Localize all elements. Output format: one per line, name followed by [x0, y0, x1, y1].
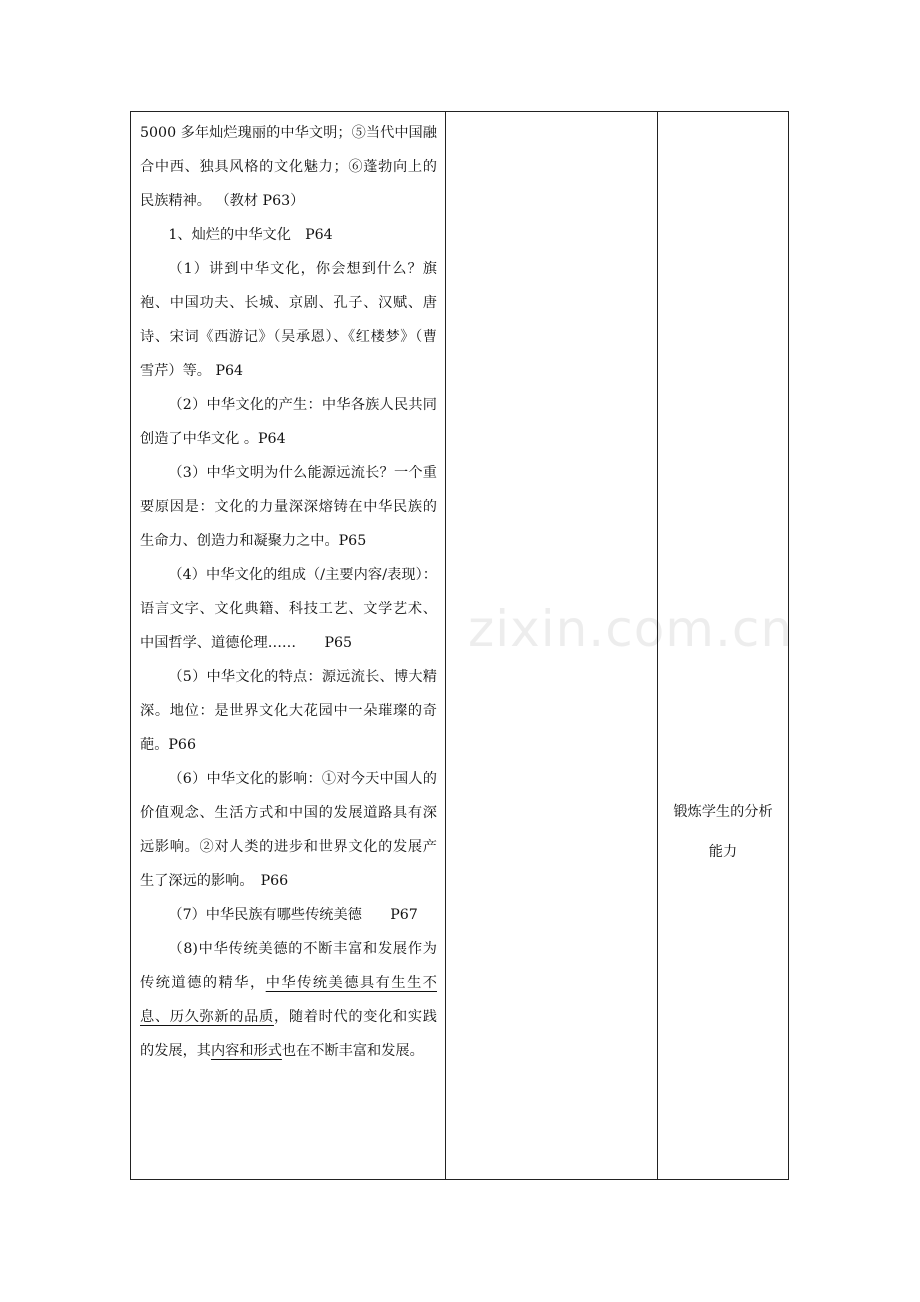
design-intent-line-1: 锻炼学生的分析: [673, 804, 773, 820]
lesson-table: [130, 111, 789, 1180]
point-8: [140, 932, 437, 1068]
point-8-text-a: （8)中华传统美德的不断丰富和发展作为传统道德的精华，: [140, 941, 437, 991]
point-6: （6）中华文化的影响：①对今天中国人的价值观念、生活方式和中国的发展道路具有深远影响。②对人类的进步和世界文化的发展产生了深远的影响。 P66: [140, 771, 437, 889]
point-2: （2）中华文化的产生：中华各族人民共同创造了中华文化 。P64: [140, 397, 437, 447]
design-intent-line-2: 能力: [708, 844, 738, 860]
point-8-text-b: ，随着时代的变化和实践的发展，其: [140, 1009, 437, 1059]
point-3: （3）中华文明为什么能源远流长？一个重要原因是：文化的力量深深熔铸在中华民族的生命力、创造力和凝聚力之中。P65: [140, 465, 437, 549]
point-1: （1）讲到中华文化，你会想到什么？旗袍、中国功夫、长城、京剧、孔子、汉赋、唐诗、宋词《西游记》（吴承恩）、《红楼梦》（曹雪芹）等。 P64: [140, 261, 437, 379]
design-intent-note: [658, 792, 788, 872]
point-8-text-c: 也在不断丰富和发展。: [281, 1043, 424, 1059]
intro-paragraph: 5000 多年灿烂瑰丽的中华文明；⑤当代中国融合中西、独具风格的文化魅力；⑥蓬勃向上的民族精神。 （教材 P63）: [140, 125, 437, 209]
watermark: zixin.com.cn: [468, 600, 794, 658]
activity-column: [446, 112, 658, 1179]
section-heading: 1、灿烂的中华文化 P64: [168, 227, 333, 243]
intent-column: [658, 112, 788, 1179]
point-8-underline-1: 中华传统美德具有生生不息、历久弥新的品质: [140, 975, 437, 1025]
point-8-underline-2: 内容和形式: [210, 1043, 282, 1059]
point-4: （4）中华文化的组成（/主要内容/表现）：语言文字、文化典籍、科技工艺、文学艺术、中国哲学、道德伦理…… P65: [140, 567, 437, 651]
content-column: [131, 112, 446, 1179]
point-7: （7）中华民族有哪些传统美德 P67: [168, 907, 418, 923]
point-5: （5）中华文化的特点：源远流长、博大精深。地位：是世界文化大花园中一朵璀璨的奇葩。P66: [140, 669, 437, 753]
